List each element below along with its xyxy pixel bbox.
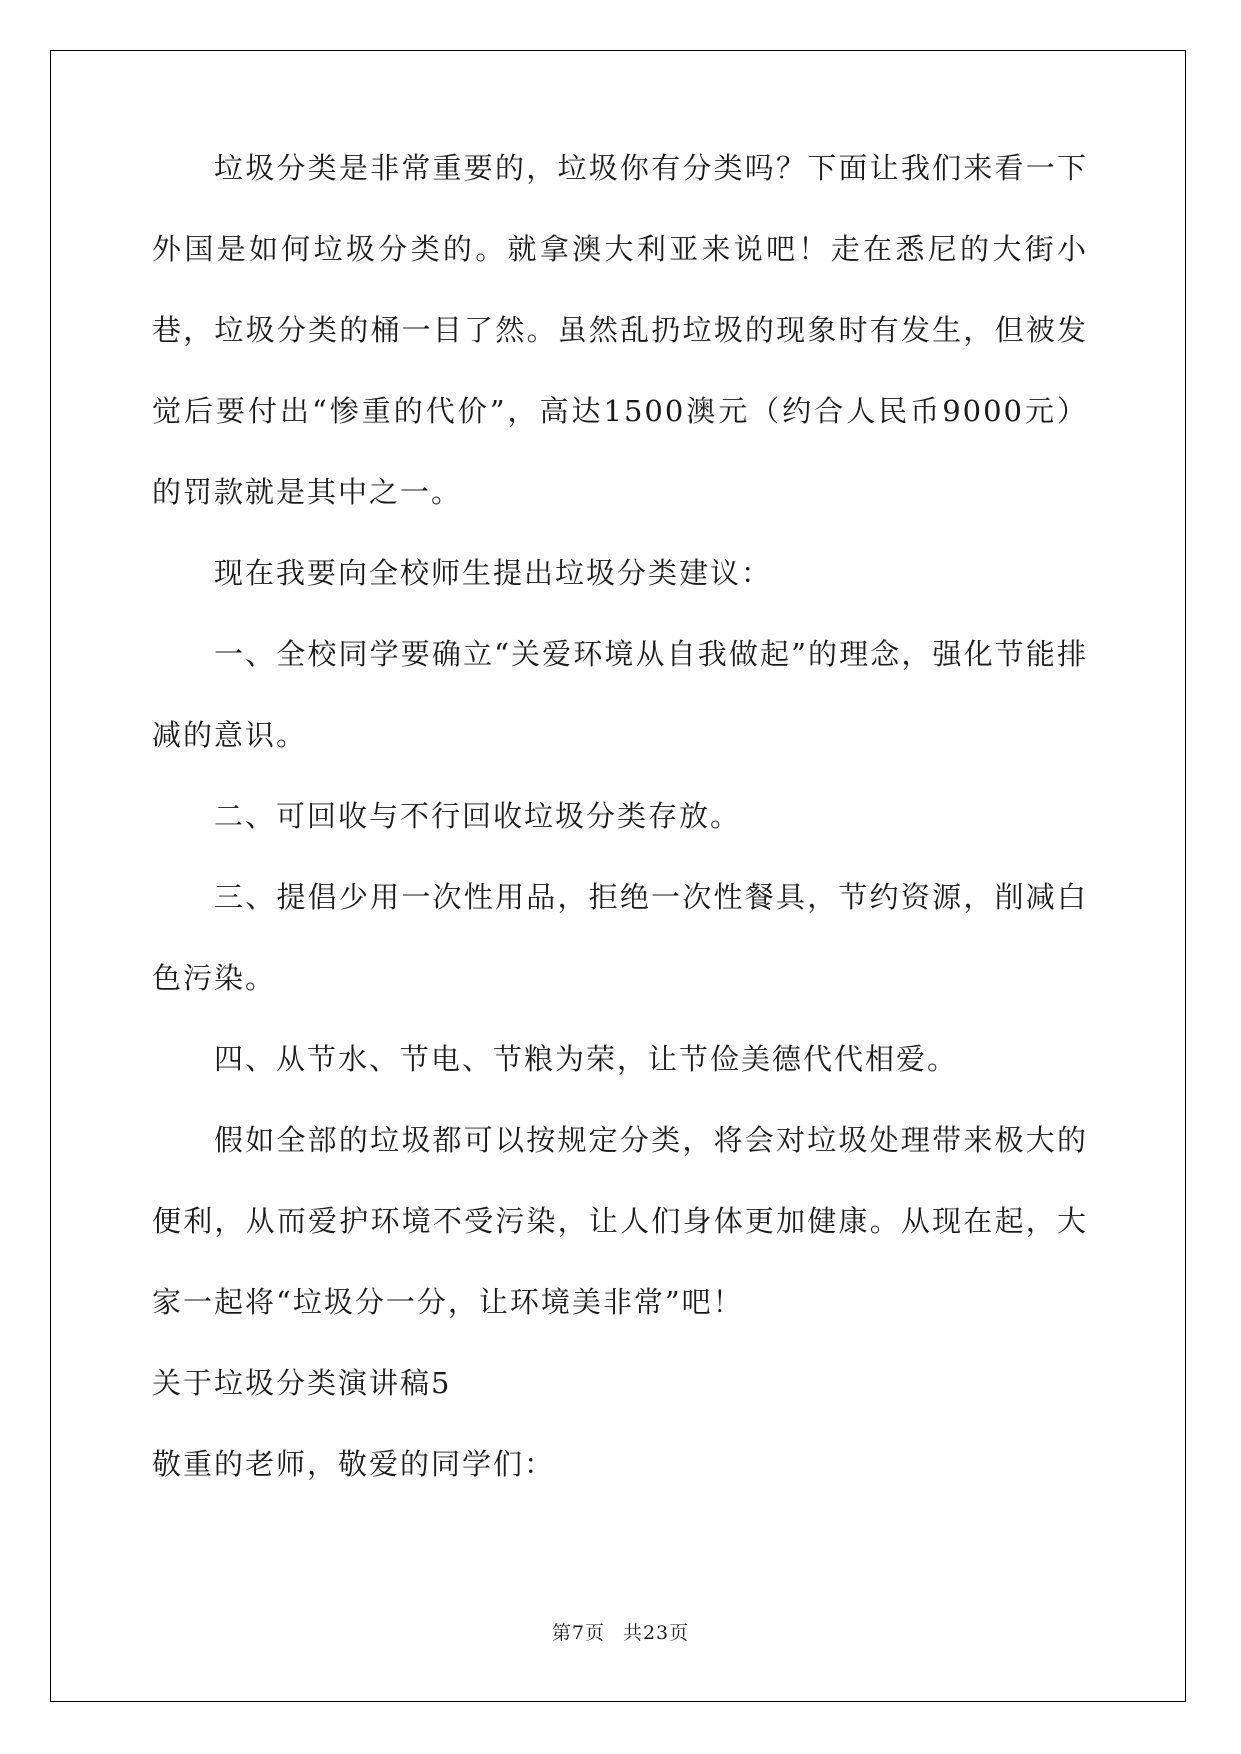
- page-number: 第7页: [551, 1622, 605, 1644]
- salutation: 敬重的老师，敬爱的同学们：: [152, 1447, 556, 1481]
- paragraph-conclusion: 假如全部的垃圾都可以按规定分类，将会对垃圾处理带来极大的便利，从而爱护环境不受污染，让人们身体更加健康。从现在起，大家一起将“垃圾分一分，让环境美非常”吧！: [152, 1123, 1088, 1319]
- paragraph-proposal-2: 二、可回收与不行回收垃圾分类存放。: [214, 799, 742, 833]
- paragraph-proposal-1: 一、全校同学要确立“关爱环境从自我做起”的理念，强化节能排减的意识。: [152, 637, 1088, 752]
- paragraph-foreign-sorting: 垃圾分类是非常重要的，垃圾你有分类吗？下面让我们来看一下外国是如何垃圾分类的。就拿澳大利亚来说吧！走在悉尼的大街小巷，垃圾分类的桶一目了然。虽然乱扔垃圾的现象时有发生，但被发觉后要付出“惨重的代价”，高达1500澳元（约合人民币9000元）的罚款就是其中之一。: [152, 151, 1088, 509]
- paragraph-proposal-4: 四、从节水、节电、节粮为荣，让节俭美德代代相爱。: [214, 1042, 959, 1076]
- page-footer: [0, 1618, 1241, 1645]
- document-body: [152, 151, 1088, 1505]
- paragraph-proposal-3: 三、提倡少用一次性用品，拒绝一次性餐具，节约资源，削减白色污染。: [152, 880, 1088, 995]
- section-heading: 关于垃圾分类演讲稿5: [152, 1366, 452, 1400]
- page-total: 共23页: [622, 1622, 690, 1644]
- paragraph-proposal-intro: 现在我要向全校师生提出垃圾分类建议：: [214, 556, 773, 590]
